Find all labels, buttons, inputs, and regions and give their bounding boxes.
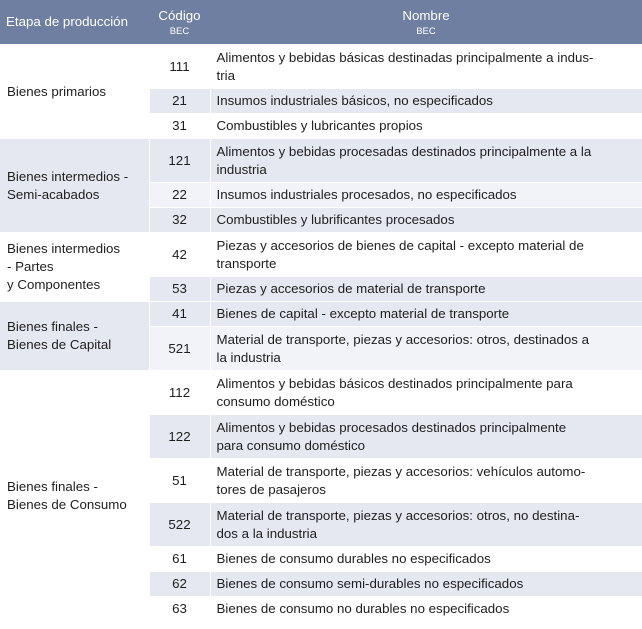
header-name-label: Nombre (402, 7, 450, 23)
name-line: transporte (216, 255, 277, 271)
name-line: dos a la industria (216, 525, 318, 541)
code-cell: 522 (149, 503, 210, 547)
name-cell (210, 89, 642, 114)
stage-label-line: Bienes primarios (7, 83, 107, 99)
table-row (0, 371, 642, 415)
name-line: Combustibles y lubrificantes procesados (216, 212, 455, 227)
code-cell: 21 (149, 89, 210, 114)
stage-label-line: Bienes finales - (7, 319, 98, 334)
code-cell: 32 (149, 208, 210, 233)
name-cell (210, 503, 642, 547)
code-cell: 42 (149, 233, 210, 277)
group-bienes-finales-capital (0, 302, 642, 371)
stage-label-line: y Componentes (7, 277, 101, 292)
stage-label-line: Bienes de Capital (7, 337, 112, 352)
code-cell: 121 (149, 139, 210, 183)
name-cell (210, 597, 642, 622)
name-line: Piezas y accesorios de bienes de capital - excepto material de (216, 237, 584, 253)
table-row (0, 45, 642, 89)
name-line: para consumo doméstico (216, 437, 366, 453)
name-cell (210, 371, 642, 415)
name-cell (210, 459, 642, 503)
header-stage: Etapa de producción (0, 0, 149, 45)
name-cell (210, 277, 642, 302)
code-cell: 53 (149, 277, 210, 302)
name-line: Alimentos y bebidas procesados destinados principalmente (216, 419, 567, 435)
name-line: tores de pasajeros (216, 481, 326, 497)
name-cell (210, 327, 642, 371)
name-line: Bienes de consumo semi-durables no especificados (216, 576, 524, 591)
code-cell: 112 (149, 371, 210, 415)
name-line: consumo doméstico (216, 393, 335, 409)
name-cell (210, 547, 642, 572)
name-cell (210, 415, 642, 459)
name-cell (210, 183, 642, 208)
code-cell: 41 (149, 302, 210, 327)
name-line: Insumos industriales procesados, no especificados (216, 187, 517, 202)
stage-cell (0, 139, 149, 233)
code-cell: 51 (149, 459, 210, 503)
stage-label-line: - Partes (7, 259, 54, 274)
name-line: Combustibles y lubricantes propios (216, 118, 423, 133)
header-code-sub: BEC (169, 25, 190, 37)
name-line: Alimentos y bebidas procesadas destinados principalmente a la (216, 143, 592, 159)
name-line: Alimentos y bebidas básicos destinados principalmente para (216, 375, 573, 391)
name-cell (210, 114, 642, 139)
table-row (0, 233, 642, 277)
code-cell: 62 (149, 572, 210, 597)
header-name (210, 0, 642, 45)
table-row (0, 139, 642, 183)
table-row (0, 302, 642, 327)
name-cell (210, 139, 642, 183)
stage-cell (0, 302, 149, 371)
name-cell (210, 45, 642, 89)
name-line: Material de transporte, piezas y accesorios: otros, destinados a (216, 331, 590, 347)
code-cell: 22 (149, 183, 210, 208)
header-code-label: Código (158, 7, 201, 23)
stage-label-line: Bienes de Consumo (7, 497, 127, 512)
group-bienes-intermedios-partes (0, 233, 642, 302)
header-code (149, 0, 210, 45)
stage-label-line: Semi-acabados (7, 186, 100, 202)
name-cell (210, 572, 642, 597)
group-bienes-intermedios-semi (0, 139, 642, 233)
name-line: Material de transporte, piezas y accesorios: otros, no destina- (216, 507, 580, 523)
code-cell: 122 (149, 415, 210, 459)
table-header (0, 0, 642, 45)
name-line: Insumos industriales básicos, no especificados (216, 93, 493, 108)
stage-label-line: Bienes intermedios (7, 241, 121, 256)
name-cell (210, 233, 642, 277)
name-cell (210, 302, 642, 327)
stage-cell (0, 371, 149, 622)
name-cell (210, 208, 642, 233)
stage-label-line: Bienes intermedios - (7, 168, 129, 184)
name-line: Material de transporte, piezas y accesorios: vehículos automo- (216, 463, 586, 479)
stage-cell (0, 233, 149, 302)
name-line: industria (216, 161, 267, 177)
name-line: Alimentos y bebidas básicas destinadas principalmente a indus- (216, 49, 594, 65)
header-name-sub: BEC (416, 25, 436, 37)
code-cell: 63 (149, 597, 210, 622)
name-line: tria (216, 67, 235, 83)
name-line: Piezas y accesorios de material de transporte (216, 281, 486, 296)
stage-label-line: Bienes finales - (7, 479, 98, 494)
name-line: Bienes de consumo no durables no especificados (216, 601, 510, 616)
name-line: Bienes de capital - excepto material de transporte (216, 306, 510, 321)
code-cell: 521 (149, 327, 210, 371)
code-cell: 31 (149, 114, 210, 139)
code-cell: 111 (149, 45, 210, 89)
name-line: la industria (216, 349, 281, 365)
group-bienes-finales-consumo (0, 371, 642, 622)
code-cell: 61 (149, 547, 210, 572)
group-bienes-primarios (0, 45, 642, 139)
name-line: Bienes de consumo durables no especificados (216, 551, 491, 566)
stage-cell (0, 45, 149, 139)
